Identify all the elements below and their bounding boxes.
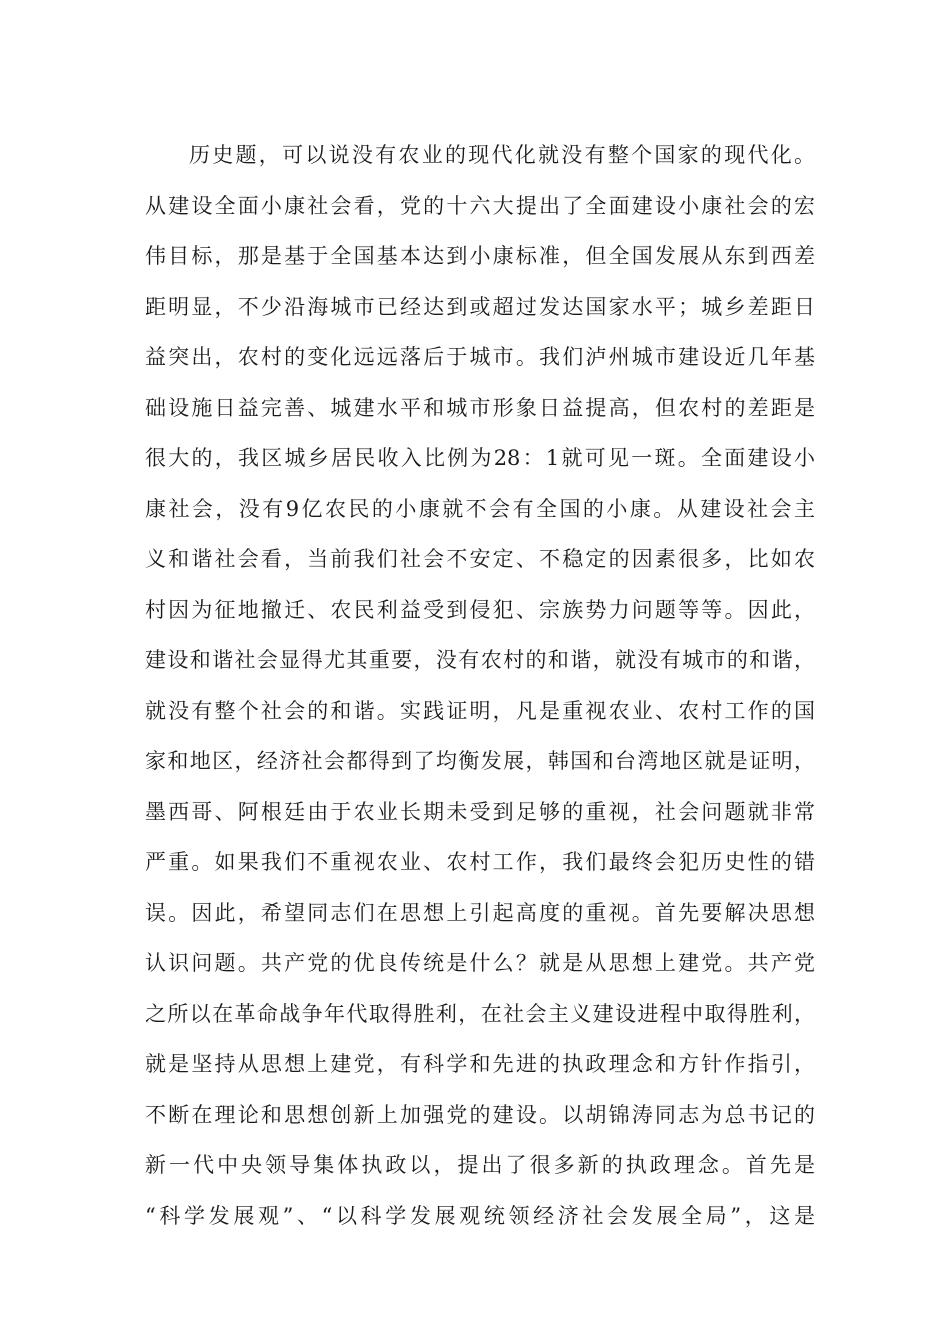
- text-line: 建设和谐社会显得尤其重要，没有农村的和谐，就没有城市的和谐，: [145, 648, 815, 672]
- body-text: [145, 130, 815, 1241]
- text-line: 从建设全面小康社会看，党的十六大提出了全面建设小康社会的宏: [145, 193, 815, 218]
- text-line: 就是坚持从思想上建党，有科学和先进的执政理念和方针作指引，: [145, 1052, 815, 1076]
- text-line: 很大的，我区城乡居民收入比例为28：1就可见一斑。全面建设小: [145, 446, 815, 470]
- text-line: 家和地区，经济社会都得到了均衡发展，韩国和台湾地区就是证明，: [145, 749, 815, 773]
- text-line: 新一代中央领导集体执政以，提出了很多新的执政理念。首先是: [145, 1153, 815, 1177]
- text-line: 伟目标，那是基于全国基本达到小康标准，但全国发展从东到西差: [145, 244, 815, 268]
- text-line: 础设施日益完善、城建水平和城市形象日益提高，但农村的差距是: [145, 395, 815, 420]
- text-line: 严重。如果我们不重视农业、农村工作，我们最终会犯历史性的错: [145, 850, 815, 874]
- text-line: 距明显，不少沿海城市已经达到或超过发达国家水平；城乡差距日: [145, 294, 815, 319]
- text-line: 就没有整个社会的和谐。实践证明，凡是重视农业、农村工作的国: [145, 698, 815, 723]
- text-line: 康社会，没有9亿农民的小康就不会有全国的小康。从建设社会主: [145, 496, 815, 521]
- text-line: 误。因此，希望同志们在思想上引起高度的重视。首先要解决思想: [145, 900, 815, 925]
- text-line: 墨西哥、阿根廷由于农业长期未受到足够的重视，社会问题就非常: [145, 799, 815, 824]
- text-line: 不断在理论和思想创新上加强党的建设。以胡锦涛同志为总书记的: [145, 1102, 815, 1127]
- text-line: 历史题，可以说没有农业的现代化就没有整个国家的现代化。: [189, 143, 815, 167]
- text-line: 之所以在革命战争年代取得胜利，在社会主义建设进程中取得胜利，: [145, 1001, 815, 1026]
- text-line: “科学发展观”、“以科学发展观统领经济社会发展全局”，这是: [145, 1203, 815, 1228]
- text-line: 认识问题。共产党的优良传统是什么？就是从思想上建党。共产党: [145, 951, 815, 975]
- text-line: 义和谐社会看，当前我们社会不安定、不稳定的因素很多，比如农: [145, 547, 815, 571]
- text-line: 村因为征地撤迁、农民利益受到侵犯、宗族势力问题等等。因此，: [145, 597, 815, 622]
- text-line: 益突出，农村的变化远远落后于城市。我们泸州城市建设近几年基: [145, 345, 815, 369]
